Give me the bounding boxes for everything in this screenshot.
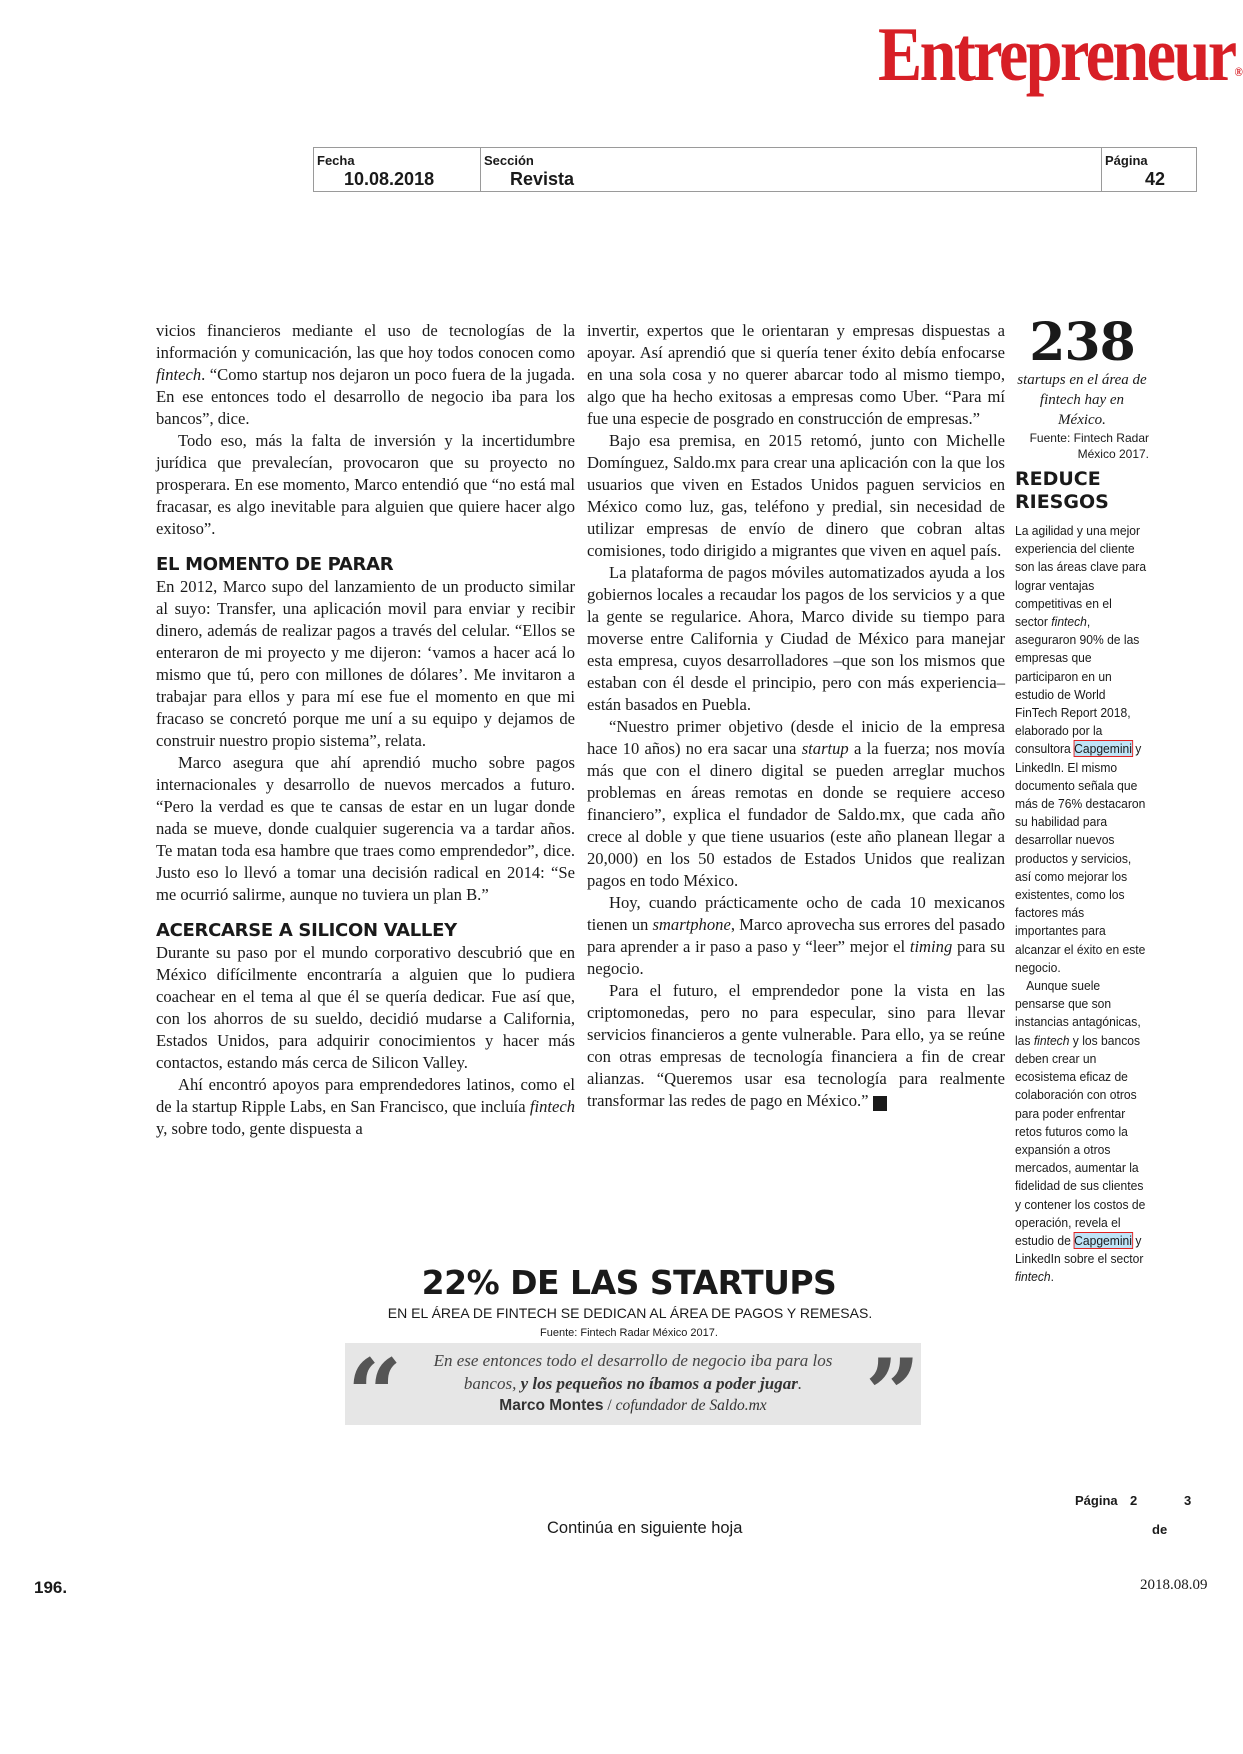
paragraph: “Nuestro primer objetivo (desde el inicio de la empresa hace 10 años) no era sacar una startup a la fuerza; nos movía más que con el dinero digital se pueden arreglar muchos problemas en áreas remotas en donde se requiere acceso financiero”, explica el fundador de Saldo.mx, que cada año crece al doble y que tiene usuarios (este año planean llegar a 20,000) en los 50 estados de Estados Unidos que realizan pagos en todo México. bbox=[587, 717, 1005, 890]
paragraph: vicios financieros mediante el uso de tecnologías de la información y comunicación, las que hoy todos conocen como fintech. “Como startup nos dejaron un poco fuera de la jugada. En ese entonces todo el desarrollo de negocio iba para los bancos”, dice. bbox=[156, 321, 575, 428]
pagina-value: 42 bbox=[1145, 169, 1166, 189]
stat-banner-source: Fuente: Fintech Radar México 2017. bbox=[540, 1327, 718, 1339]
section-heading: EL MOMENTO DE PARAR bbox=[156, 554, 394, 575]
paragraph: invertir, expertos que le orientaran y empresas dispuestas a apoyar. Así aprendió que si quería tener éxito debía enfocarse en una sola cosa y no querer abarcar todo al mismo tiempo, algo que ha hecho exitosas a empresas como Uber. “Para mí fue una especie de posgrado en construcción de empresas.” bbox=[587, 321, 1005, 428]
footer-page-label: Página bbox=[1075, 1493, 1118, 1508]
stat-banner-title: 22% DE LAS STARTUPS bbox=[421, 1263, 837, 1302]
stat-banner-subtitle: EN EL ÁREA DE FINTECH SE DEDICAN AL ÁREA DE PAGOS Y REMESAS. bbox=[387, 1305, 873, 1321]
fecha-label: Fecha bbox=[317, 153, 355, 168]
footer-page-number: 2 bbox=[1130, 1493, 1138, 1508]
paragraph: Aunque suele pensarse que son instancias antagónicas, las fintech y los bancos deben crear un ecosistema eficaz de colaboración con otros para poder enfrentar retos futuros como la expansión a otros mercados, aumentar la fidelidad de sus clientes y contener los costos de operación, revela el estudio de Capgemini y LinkedIn sobre el sector fintech. bbox=[1015, 978, 1146, 1285]
paragraph: Para el futuro, el emprendedor pone la vista en las criptomonedas, pero no para especular, sino para llevar servicios financieros a gente vulnerable. Para ello, ya se reúne con otras empresas de tecnología financiera a fin de crear alianzas. “Queremos usar esa tecnología para realmente transformar las redes de pago en México.” E bbox=[587, 981, 1005, 1110]
open-quote-icon: “ bbox=[347, 1338, 403, 1451]
stat-caption: startups en el área de fintech hay en México. bbox=[1017, 372, 1147, 428]
quote-author: Marco Montes bbox=[499, 1397, 604, 1414]
pagina-label: Página bbox=[1105, 153, 1148, 168]
sidebar bbox=[1015, 312, 1149, 1287]
seccion-label: Sección bbox=[484, 153, 534, 168]
footer-date: 2018.08.09 bbox=[1140, 1577, 1208, 1593]
quote-role: cofundador de Saldo.mx bbox=[615, 1397, 767, 1414]
entrepreneur-logo bbox=[878, 11, 1243, 97]
clip-number: 196. bbox=[34, 1578, 68, 1597]
fecha-value: 10.08.2018 bbox=[344, 169, 435, 189]
paragraph: Hoy, cuando prácticamente ocho de cada 10 mexicanos tienen un smartphone, Marco aprovecha sus errores del pasado para aprender a ir paso a paso y “leer” mejor el timing para su negocio. bbox=[587, 893, 1006, 978]
paragraph: Durante su paso por el mundo corporativo descubrió que en México difícilmente encontraría a alguien que lo pudiera coachear en el tema al que él se quería dedicar. Fue así que, con los ahorros de su sueldo, decidió mudarse a California, Estados Unidos, para adquirir conocimientos y hacer más contactos, estando más cerca de Silicon Valley. bbox=[156, 943, 575, 1072]
article-column-1 bbox=[156, 320, 575, 1140]
section-heading: ACERCARSE A SILICON VALLEY bbox=[156, 920, 457, 941]
paragraph: En 2012, Marco supo del lanzamiento de un producto similar al suyo: Transfer, una aplicación movil para enviar y recibir dinero, además de realizar pagos a través del celular. “Ellos se enteraron de mi proyecto y me dijeron: ‘vamos a hacer acá lo mismo que tú, pero con millones de dólares’. Me invitaron a trabajar para ellos y para mí ese fue el momento en que mi fracaso se concretó porque me uní a su equipo y dejamos de construir nuestro propio sistema”, relata. bbox=[156, 577, 575, 750]
logo-text: Entrepreneur bbox=[878, 11, 1235, 97]
highlighted-term: Capgemini bbox=[1074, 1232, 1132, 1248]
footer-de-label: de bbox=[1152, 1522, 1168, 1537]
clipping-header bbox=[313, 147, 1197, 192]
paragraph: La agilidad y una mejor experiencia del cliente son las áreas clave para lograr ventajas competitivas en el sector fintech, aseguraron 90% de las empresas que participaron en un estudio de World FinTech Report 2018, elaborado por la consultora Capgemini y LinkedIn. El mismo documento señala que más de 76% destacaron su habilidad para desarrollar nuevos productos y servicios, así como mejorar los existentes, como los factores más importantes para alcanzar el éxito en este negocio. bbox=[1015, 523, 1147, 975]
paragraph: La plataforma de pagos móviles automatizados ayuda a los gobiernos locales a recaudar los pagos de los servicios y a que la gente se regularice. Ahora, Marco divide su tiempo para moverse entre California y Ciudad de México para manejar esta empresa, cuyos desarrolladores –que son los mismos que estaban con él desde el principio, pero con más experiencia– están basados en Puebla. bbox=[587, 563, 1005, 714]
seccion-cell bbox=[481, 148, 1101, 191]
paragraph: Marco asegura que ahí aprendió mucho sobre pagos internacionales y desarrollo de nuevos mercados a futuro. “Pero la verdad es que te cansas de estar en un lugar donde nada se mueve, donde cualquier sugerencia va a tardar años. Te matan toda esa hambre que traes como emprendedor”, dice. Justo eso lo llevó a tomar una decisión radical en 2014: “Se me ocurrió salirme, aunque no tuviera un plan B.” bbox=[156, 753, 575, 904]
stat-source: Fuente: Fintech Radar México 2017. bbox=[1029, 431, 1149, 461]
paragraph: Ahí encontró apoyos para emprendedores latinos, como el de la startup Ripple Labs, en San Francisco, que incluía fintech y, sobre todo, gente dispuesta a bbox=[156, 1075, 575, 1138]
pull-quote bbox=[345, 1338, 921, 1451]
fecha-cell bbox=[314, 148, 480, 191]
stat-number: 238 bbox=[1029, 312, 1135, 373]
quote-text: En ese entonces todo el desarrollo de negocio iba para los bancos, y los pequeños no íbamos a poder jugar. bbox=[433, 1351, 833, 1393]
footer-page-total: 3 bbox=[1184, 1493, 1192, 1508]
registered-mark: ® bbox=[1234, 64, 1243, 79]
sidebar-heading: REDUCE RIESGOS bbox=[1015, 468, 1109, 513]
end-mark-icon: E bbox=[873, 1096, 887, 1111]
seccion-value: Revista bbox=[510, 169, 575, 189]
close-quote-icon: ” bbox=[865, 1338, 921, 1451]
pagina-cell bbox=[1102, 148, 1196, 191]
continues-note: Continúa en siguiente hoja bbox=[547, 1519, 743, 1537]
highlighted-term: Capgemini bbox=[1074, 741, 1132, 757]
paragraph: Todo eso, más la falta de inversión y la incertidumbre jurídica que prevalecían, provocaron que su proyecto no prosperara. En ese momento, Marco entendió que “no está mal fracasar, es algo inevitable para alguien que quiere hacer algo exitoso”. bbox=[156, 431, 575, 538]
quote-attribution: Marco Montes / cofundador de Saldo.mx bbox=[499, 1397, 767, 1414]
sidebar-body bbox=[1015, 522, 1148, 1287]
paragraph: Bajo esa premisa, en 2015 retomó, junto con Michelle Domínguez, Saldo.mx para crear una aplicación con la que los usuarios que viven en Estados Unidos paguen servicios en México como luz, gas, teléfono y predial, sin necesidad de utilizar empresas de envío de dinero que cobran altas comisiones, todo dirigido a migrantes que viven en aquel país. bbox=[587, 431, 1005, 560]
article-column-2 bbox=[587, 320, 1005, 1112]
